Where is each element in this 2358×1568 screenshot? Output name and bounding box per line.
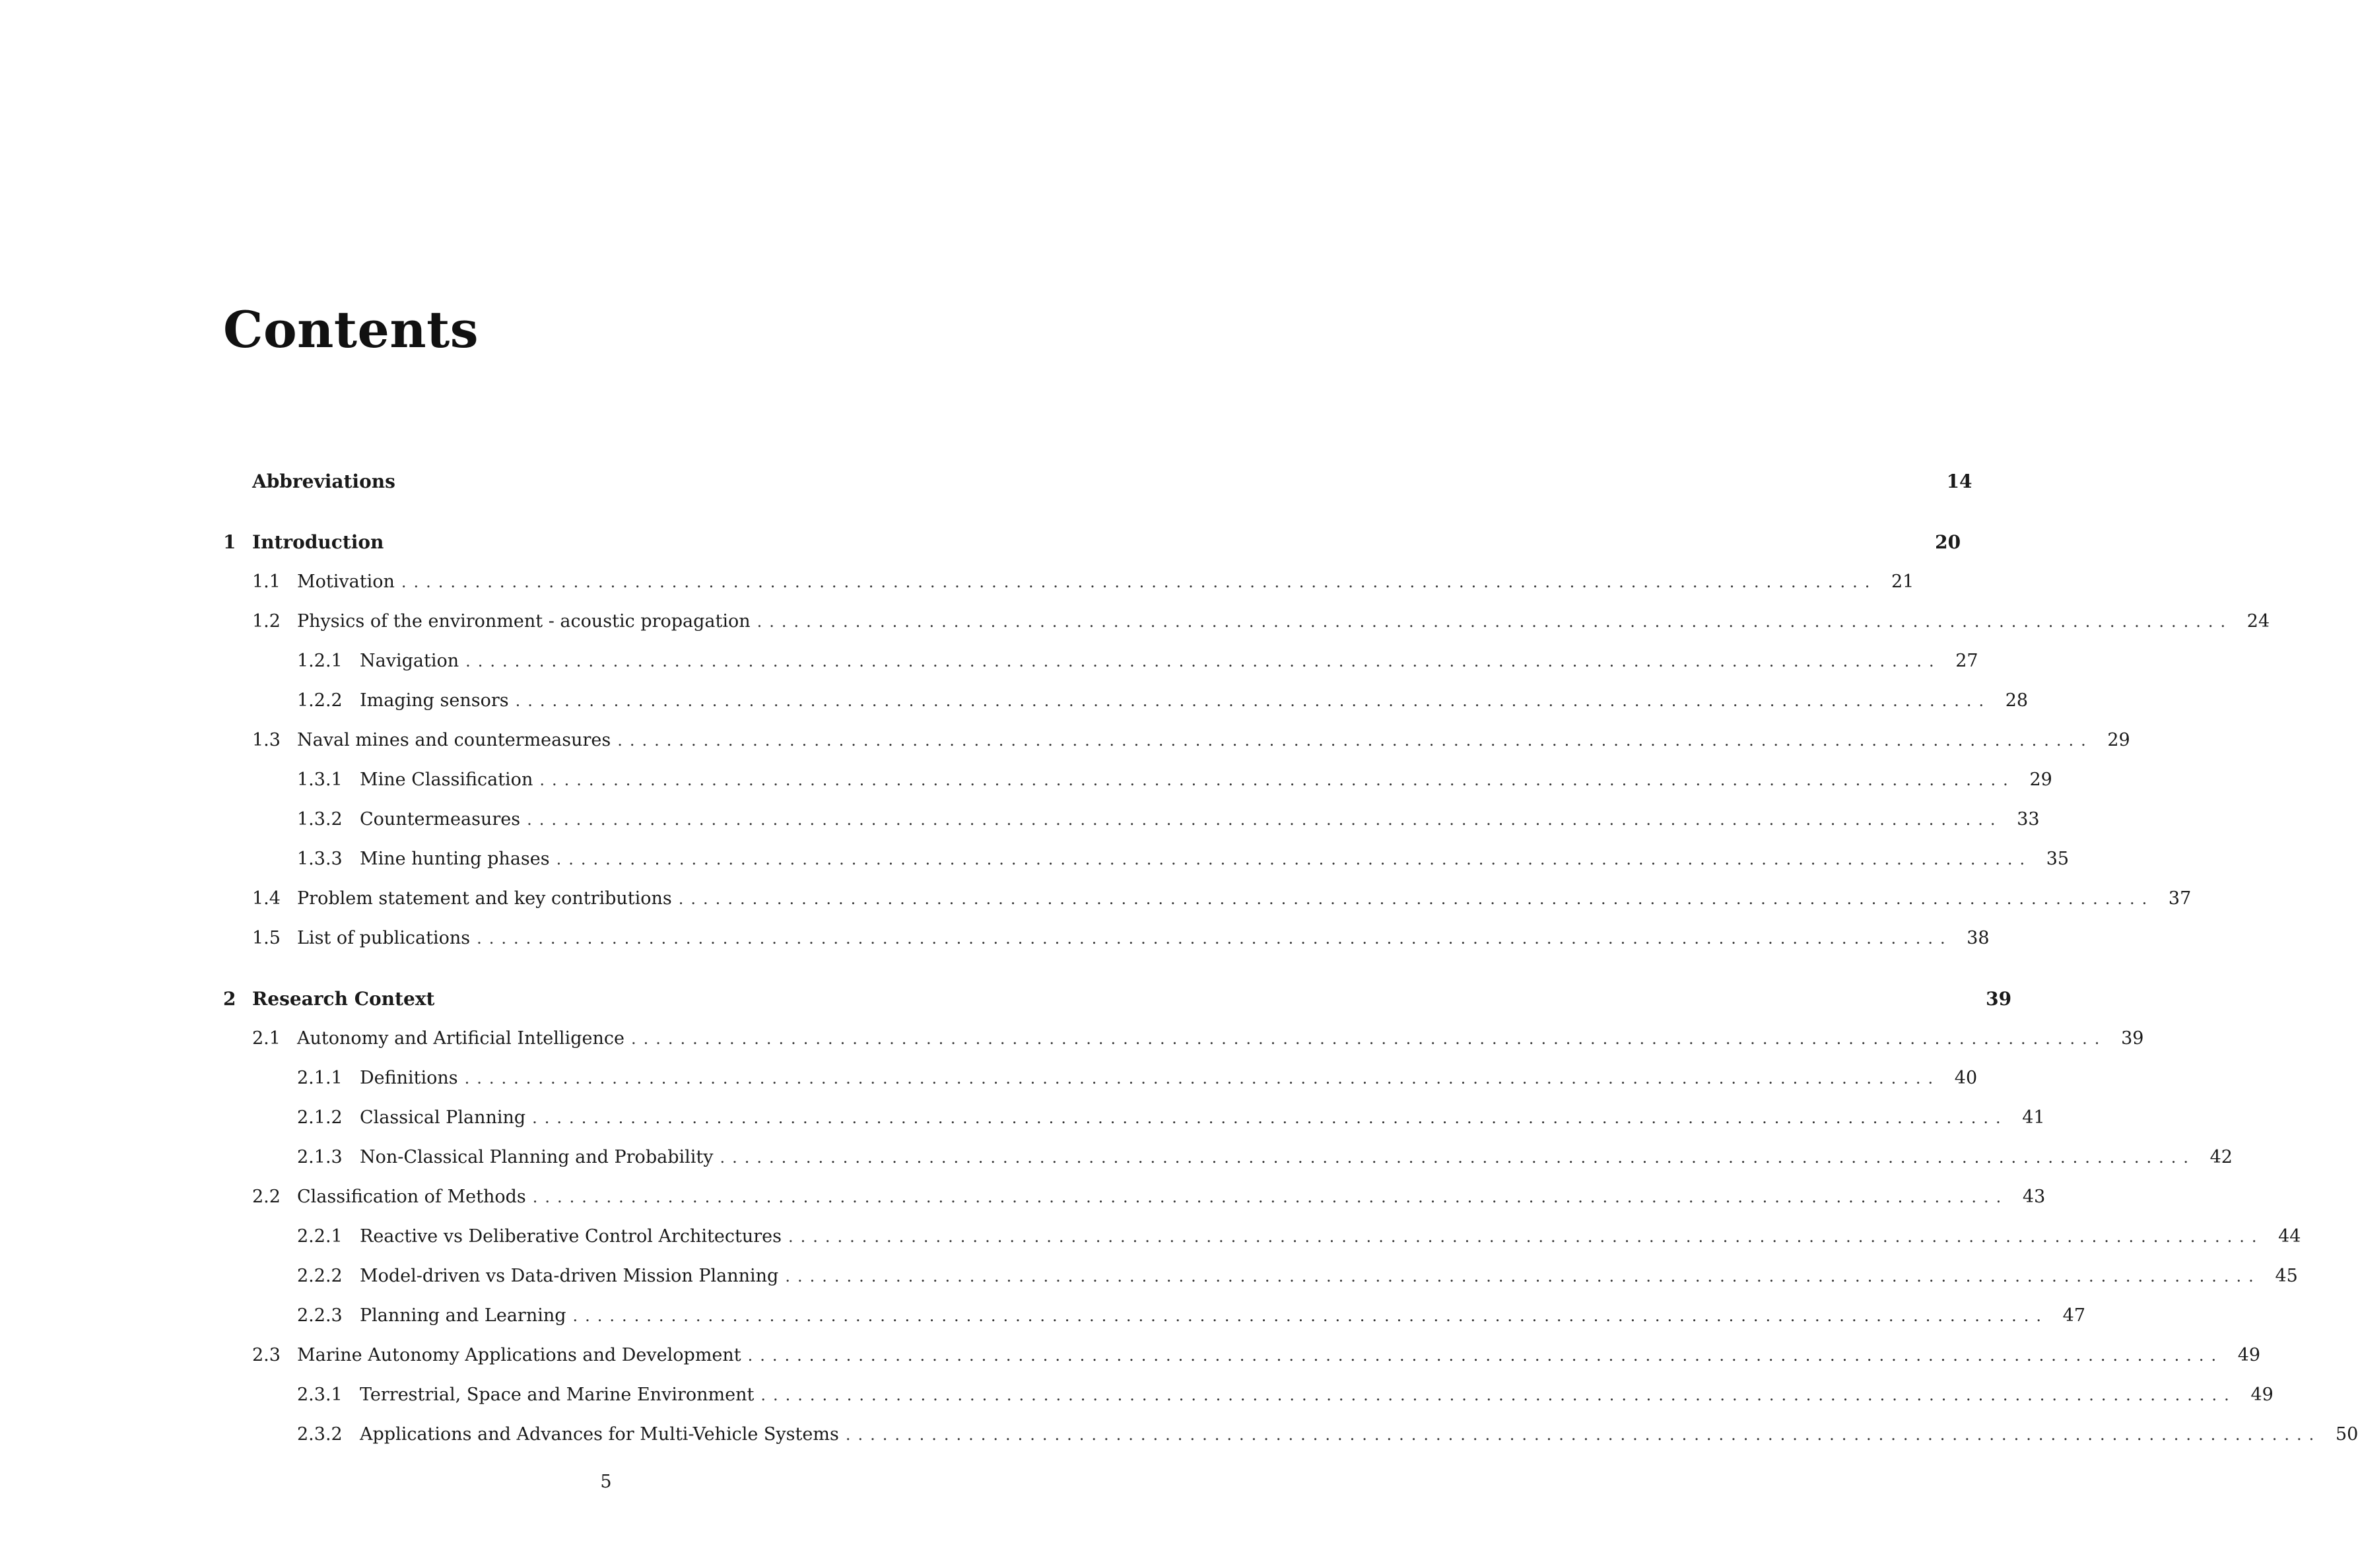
toc-entry-title: Reactive vs Deliberative Control Architectures: [360, 1222, 788, 1252]
toc-entry-number: 2: [223, 988, 236, 1010]
toc-entry-title: Classical Planning: [360, 1103, 532, 1133]
toc-entry-number: 2.2.3: [297, 1305, 343, 1326]
toc-entry-title: Naval mines and countermeasures: [297, 725, 617, 756]
toc-entry-number: 2.2: [252, 1187, 281, 1207]
toc-subsection-entry[interactable]: [223, 686, 2029, 716]
toc-entry-title: Definitions: [360, 1063, 465, 1094]
toc-page-number: 24: [2246, 611, 2270, 632]
toc-subsection-entry[interactable]: [223, 1222, 2301, 1252]
toc-page-number: 27: [1955, 651, 1978, 671]
toc-subsection-entry[interactable]: [223, 1301, 2085, 1331]
toc-entry-number: 2.2.1: [297, 1226, 343, 1247]
toc-entry-title: Non-Classical Planning and Probability: [360, 1142, 720, 1173]
toc-subsection-entry[interactable]: [223, 844, 2070, 874]
dot-leader: ........................................................................................................................: [760, 1386, 2237, 1404]
toc-page-number: 45: [2275, 1266, 2298, 1286]
toc-subsection-entry[interactable]: [223, 1261, 2298, 1291]
toc-entry-number: 1.2: [252, 611, 281, 632]
toc-entry-title: Mine hunting phases: [360, 844, 556, 874]
toc-page-number: 20: [1935, 531, 1961, 553]
toc-entry-title: List of publications: [297, 923, 477, 954]
dot-leader: ........................................................................................................................: [757, 612, 2233, 631]
toc-page-number: 42: [2209, 1147, 2233, 1167]
toc-page-number: 50: [2335, 1424, 2358, 1445]
toc-section-entry[interactable]: [223, 923, 1990, 954]
toc-page-number: 21: [1891, 572, 1914, 592]
toc-section-entry[interactable]: [223, 567, 1914, 597]
dot-leader: ........................................................................................................................: [720, 1148, 2196, 1167]
toc-entry-title: Research Context: [252, 984, 441, 1014]
toc-entry-number: 2.3: [252, 1345, 281, 1365]
toc-entry-number: 1.2.1: [297, 651, 343, 671]
toc-page-number: 33: [2017, 809, 2040, 830]
toc-page-number: 49: [2237, 1345, 2261, 1365]
toc-subsection-entry[interactable]: [223, 1063, 1978, 1094]
toc-page-number: 47: [2062, 1305, 2085, 1326]
toc-page-number: 35: [2046, 849, 2070, 869]
toc-entry-title: Abbreviations: [252, 467, 402, 497]
toc-chapter-entry[interactable]: [223, 527, 1961, 558]
toc-entry-title: Autonomy and Artificial Intelligence: [297, 1024, 631, 1054]
dot-leader: ........................................................................................................................: [678, 890, 2155, 908]
toc-page-number: 29: [2029, 769, 2052, 790]
dot-leader: ........................................................................................................................: [630, 1029, 2107, 1048]
toc-entry-number: 1.3.2: [297, 809, 343, 830]
toc-subsection-entry[interactable]: [223, 646, 1978, 676]
dot-leader: ........................................................................................................................: [788, 1227, 2264, 1246]
toc-entry-number: 1.3: [252, 730, 281, 750]
toc-entry-number: 1.5: [252, 928, 281, 948]
toc-entry-number: 2.1: [252, 1028, 281, 1049]
toc-entry-title: Problem statement and key contributions: [297, 884, 679, 914]
page-number-footer: 5: [600, 1472, 612, 1492]
dot-leader: ........................................................................................................................: [527, 810, 2003, 829]
toc-subsection-entry[interactable]: [223, 1142, 2233, 1173]
toc-entry-number: 1.2.2: [297, 690, 343, 711]
toc-entry-title: Navigation: [360, 646, 465, 676]
toc-page-number: 40: [1954, 1068, 1978, 1088]
toc-page-number: 14: [1946, 471, 1972, 492]
dot-leader: ........................................................................................................................: [532, 1188, 2009, 1206]
dot-leader: ........................................................................................................................: [401, 573, 1877, 591]
toc-chapter-entry[interactable]: [223, 467, 1972, 497]
toc-page-number: 28: [2005, 690, 2029, 711]
toc-page-number: 41: [2022, 1107, 2045, 1128]
toc-entry-number: 1.4: [252, 888, 281, 909]
dot-leader: ........................................................................................................................: [539, 771, 2015, 789]
toc-page-number: 49: [2250, 1385, 2274, 1405]
toc-entry-title: Terrestrial, Space and Marine Environment: [360, 1380, 760, 1410]
toc-section-entry[interactable]: [223, 1024, 2144, 1054]
dot-leader: ........................................................................................................................: [556, 850, 2033, 868]
toc-page-number: 44: [2278, 1226, 2301, 1247]
toc-entry-number: 2.1.1: [297, 1068, 343, 1088]
dot-leader: ........................................................................................................................: [845, 1425, 2322, 1444]
toc-entry-number: 2.3.2: [297, 1424, 343, 1445]
dot-leader: ........................................................................................................................: [747, 1346, 2224, 1365]
toc-section-entry[interactable]: [223, 1340, 2261, 1371]
toc-section-entry[interactable]: [223, 1182, 2046, 1212]
toc-entry-title: Applications and Advances for Multi-Vehicle Systems: [360, 1420, 846, 1450]
toc-entry-title: Imaging sensors: [360, 686, 516, 716]
toc-page-number: 37: [2168, 888, 2192, 909]
toc-entry-title: Introduction: [252, 527, 390, 558]
toc-page-number: 38: [1967, 928, 1990, 948]
dot-leader: ........................................................................................................................: [515, 692, 1992, 710]
toc-entry-title: Planning and Learning: [360, 1301, 573, 1331]
toc-subsection-entry[interactable]: [223, 1420, 2358, 1450]
toc-entry-title: Classification of Methods: [297, 1182, 533, 1212]
dot-leader: ........................................................................................................................: [464, 1069, 1941, 1088]
dot-leader: ........................................................................................................................: [617, 731, 2093, 750]
toc-page-number: 43: [2022, 1187, 2046, 1207]
toc-chapter-entry[interactable]: [223, 984, 2012, 1014]
toc-section-entry[interactable]: [223, 725, 2130, 756]
toc-entry-title: Countermeasures: [360, 804, 527, 835]
dot-leader: ........................................................................................................................: [477, 929, 1953, 948]
toc-entry-number: 2.1.3: [297, 1147, 343, 1167]
dot-leader: ........................................................................................................................: [465, 652, 1941, 670]
toc-section-entry[interactable]: [223, 884, 2192, 914]
toc-entry-number: 1: [223, 531, 236, 553]
toc-entry-number: 2.1.2: [297, 1107, 343, 1128]
toc-entry-title: Motivation: [297, 567, 401, 597]
toc-entry-title: Marine Autonomy Applications and Development: [297, 1340, 748, 1371]
toc-page-number: 39: [1986, 988, 2012, 1010]
dot-leader: ........................................................................................................................: [532, 1109, 2008, 1127]
dot-leader: ........................................................................................................................: [572, 1307, 2048, 1325]
toc-entry-number: 1.1: [252, 572, 281, 592]
toc-subsection-entry[interactable]: [223, 1380, 2274, 1410]
dot-leader: ........................................................................................................................: [785, 1267, 2261, 1286]
toc-entry-title: Model-driven vs Data-driven Mission Planning: [360, 1261, 785, 1291]
toc-subsection-entry[interactable]: [223, 1103, 2045, 1133]
toc-page-number: 39: [2121, 1028, 2144, 1049]
toc-subsection-entry[interactable]: [223, 804, 2040, 835]
toc-entry-number: 2.3.1: [297, 1385, 343, 1405]
toc-entry-title: Physics of the environment - acoustic propagation: [297, 606, 757, 637]
toc-entry-title: Mine Classification: [360, 765, 539, 795]
toc-subsection-entry[interactable]: [223, 765, 2052, 795]
toc-entry-number: 1.3.1: [297, 769, 343, 790]
toc-page-number: 29: [2107, 730, 2130, 750]
toc-entry-number: 1.3.3: [297, 849, 343, 869]
page-title: Contents: [223, 300, 479, 359]
toc-entry-number: 2.2.2: [297, 1266, 343, 1286]
toc-section-entry[interactable]: [223, 606, 2270, 637]
